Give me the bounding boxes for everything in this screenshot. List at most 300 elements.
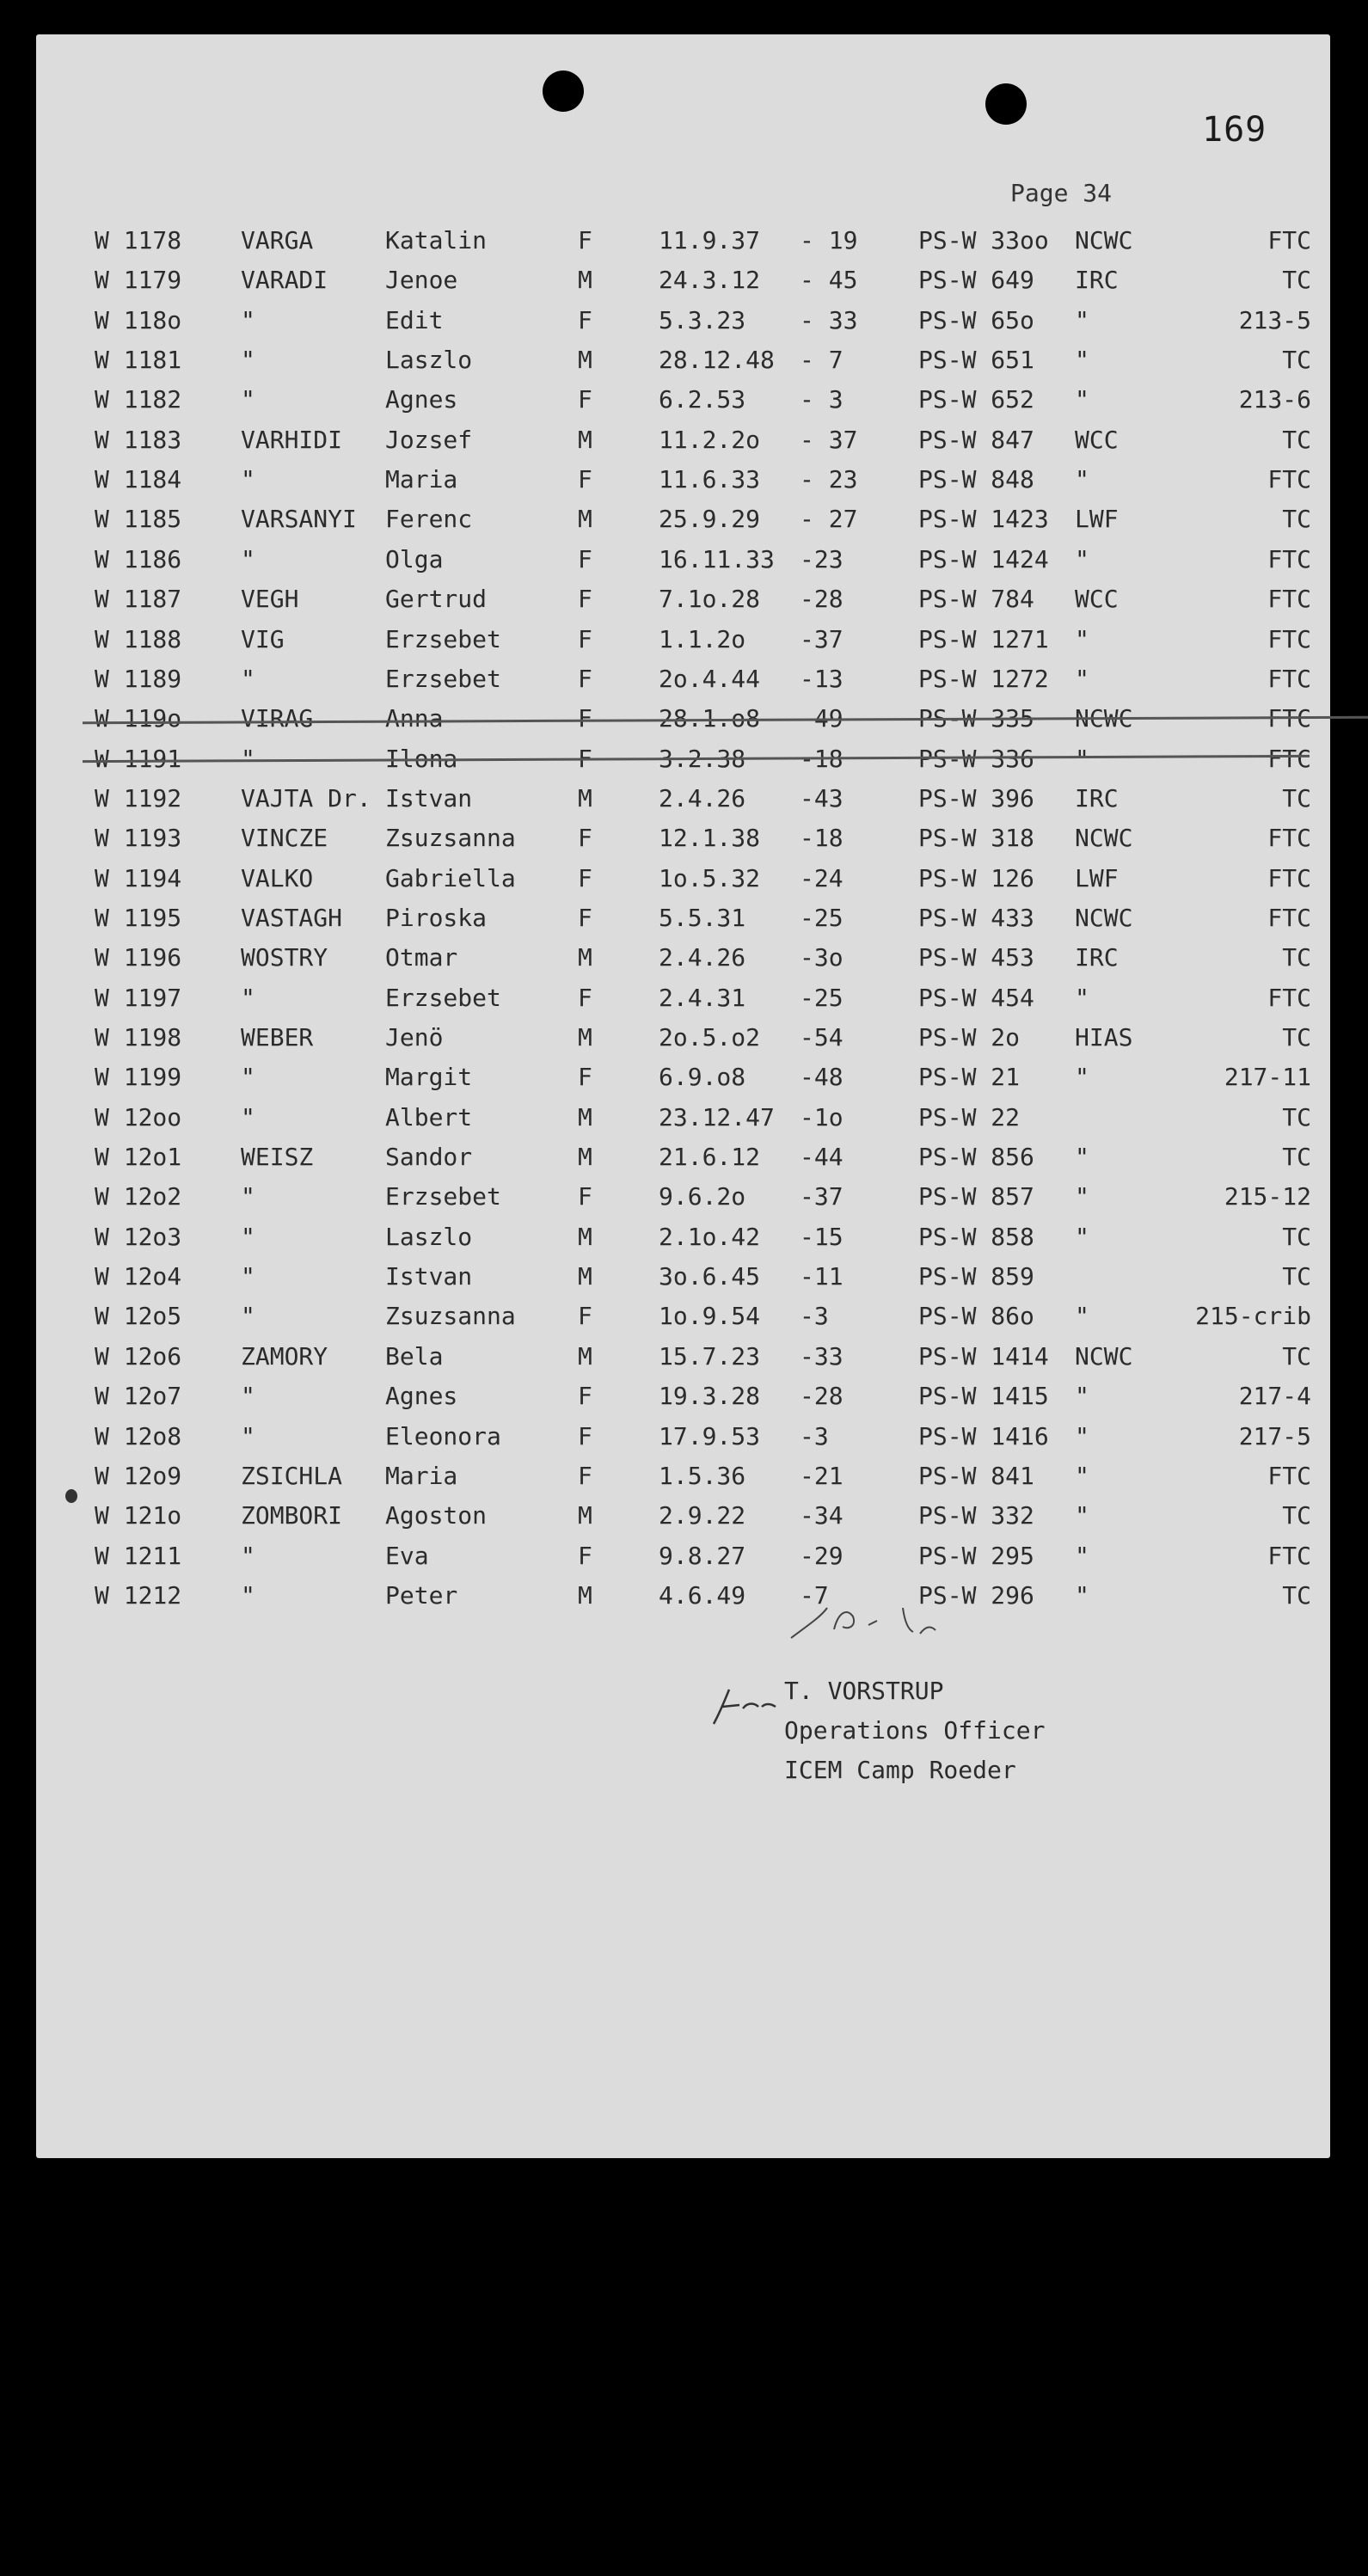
table-row (0, 625, 1368, 665)
destination-code: FTC (1267, 824, 1311, 853)
age: -25 (800, 903, 843, 932)
given-name: Eva (385, 1541, 429, 1570)
age: -15 (800, 1222, 843, 1251)
entry-id: W 1212 (95, 1580, 182, 1610)
surname: WEISZ (241, 1143, 314, 1172)
surname: ZAMORY (241, 1341, 328, 1371)
agency: WCC (1075, 585, 1119, 614)
age: -13 (800, 664, 843, 693)
ps-number: PS-W 396 (918, 783, 1034, 813)
ps-number: PS-W 652 (918, 385, 1034, 414)
ps-number: PS-W 848 (918, 465, 1034, 494)
sex: M (578, 1143, 592, 1172)
ps-number: PS-W 86o (918, 1302, 1034, 1331)
surname: " (241, 1222, 255, 1251)
given-name: Zsuzsanna (385, 824, 516, 853)
ps-number: PS-W 433 (918, 903, 1034, 932)
surname: " (241, 664, 255, 693)
age: -24 (800, 863, 843, 892)
given-name: Laszlo (385, 1222, 473, 1251)
table-row (0, 1342, 1368, 1382)
birth-date: 15.7.23 (659, 1341, 761, 1371)
given-name: Maria (385, 465, 458, 494)
initials-mark (705, 1681, 782, 1733)
surname: WEBER (241, 1023, 314, 1052)
surname: " (241, 1541, 255, 1570)
sex: M (578, 1102, 592, 1132)
given-name: Zsuzsanna (385, 1302, 516, 1331)
birth-date: 17.9.53 (659, 1421, 761, 1451)
surname: VARGA (241, 226, 314, 255)
birth-date: 9.8.27 (659, 1541, 746, 1570)
age: -3 (800, 1302, 829, 1331)
sex: M (578, 1023, 592, 1052)
agency: NCWC (1075, 903, 1133, 932)
ps-number: PS-W 65o (918, 305, 1034, 334)
entry-id: W 1185 (95, 505, 182, 534)
destination-code: TC (1282, 1341, 1311, 1371)
ps-number: PS-W 33oo (918, 226, 1049, 255)
entry-id: W 1189 (95, 664, 182, 693)
ps-number: PS-W 336 (918, 744, 1034, 773)
given-name: Istvan (385, 1262, 473, 1291)
surname: " (241, 1580, 255, 1610)
entry-id: W 1211 (95, 1541, 182, 1570)
birth-date: 11.6.33 (659, 465, 761, 494)
surname: " (241, 1262, 255, 1291)
table-row (0, 784, 1368, 824)
table-row (0, 266, 1368, 305)
agency: NCWC (1075, 1341, 1133, 1371)
sex: M (578, 1501, 592, 1530)
sex: F (578, 465, 592, 494)
destination-code: FTC (1267, 544, 1311, 573)
destination-code: TC (1282, 1580, 1311, 1610)
sex: F (578, 1182, 592, 1211)
destination-code: 213-6 (1238, 385, 1311, 414)
destination-code: FTC (1267, 1461, 1311, 1490)
table-row (0, 904, 1368, 943)
sex: M (578, 266, 592, 295)
agency: " (1075, 1501, 1089, 1530)
entry-id: W 1195 (95, 903, 182, 932)
surname: " (241, 465, 255, 494)
destination-code: 215-12 (1224, 1182, 1311, 1211)
age: - 33 (800, 305, 858, 334)
destination-code: TC (1282, 1262, 1311, 1291)
agency: " (1075, 1541, 1089, 1570)
agency: " (1075, 1421, 1089, 1451)
sex: M (578, 505, 592, 534)
entry-id: W 1178 (95, 226, 182, 255)
destination-code: FTC (1267, 983, 1311, 1012)
sex: M (578, 1580, 592, 1610)
ps-number: PS-W 1416 (918, 1421, 1049, 1451)
table-row (0, 704, 1368, 744)
given-name: Sandor (385, 1143, 473, 1172)
destination-code: TC (1282, 425, 1311, 454)
agency: WCC (1075, 425, 1119, 454)
birth-date: 4.6.49 (659, 1580, 746, 1610)
birth-date: 2.4.31 (659, 983, 746, 1012)
table-row (0, 1501, 1368, 1541)
agency: " (1075, 544, 1089, 573)
given-name: Erzsebet (385, 664, 501, 693)
agency: " (1075, 305, 1089, 334)
sex: F (578, 664, 592, 693)
given-name: Erzsebet (385, 1182, 501, 1211)
ps-number: PS-W 858 (918, 1222, 1034, 1251)
destination-code: TC (1282, 1023, 1311, 1052)
entry-id: W 119o (95, 704, 182, 733)
surname: VEGH (241, 585, 299, 614)
destination-code: FTC (1267, 585, 1311, 614)
surname: ZOMBORI (241, 1501, 343, 1530)
birth-date: 3.2.38 (659, 744, 746, 773)
table-row (0, 1023, 1368, 1063)
entry-id: W 1179 (95, 266, 182, 295)
table-row (0, 1262, 1368, 1302)
birth-date: 21.6.12 (659, 1143, 761, 1172)
destination-code: TC (1282, 943, 1311, 972)
surname: " (241, 1063, 255, 1092)
given-name: Jenoe (385, 266, 458, 295)
given-name: Edit (385, 305, 444, 334)
sex: F (578, 585, 592, 614)
ps-number: PS-W 22 (918, 1102, 1021, 1132)
ps-number: PS-W 318 (918, 824, 1034, 853)
given-name: Katalin (385, 226, 488, 255)
entry-id: W 1184 (95, 465, 182, 494)
agency: " (1075, 1382, 1089, 1411)
age: - 37 (800, 425, 858, 454)
age: -3 (800, 1421, 829, 1451)
surname: VARSANYI (241, 505, 357, 534)
entry-id: W 121o (95, 1501, 182, 1530)
surname: VAJTA Dr. (241, 783, 371, 813)
age: -7 (800, 1580, 829, 1610)
agency: " (1075, 465, 1089, 494)
given-name: Albert (385, 1102, 473, 1132)
surname: " (241, 1302, 255, 1331)
agency: " (1075, 385, 1089, 414)
entry-id: W 1198 (95, 1023, 182, 1052)
birth-date: 1o.9.54 (659, 1302, 761, 1331)
entry-id: W 1182 (95, 385, 182, 414)
agency: " (1075, 1461, 1089, 1490)
age: -37 (800, 624, 843, 653)
ps-number: PS-W 1414 (918, 1341, 1049, 1371)
birth-date: 25.9.29 (659, 505, 761, 534)
given-name: Piroska (385, 903, 488, 932)
destination-code: TC (1282, 346, 1311, 375)
destination-code: FTC (1267, 226, 1311, 255)
given-name: Ferenc (385, 505, 473, 534)
destination-code: TC (1282, 505, 1311, 534)
agency: " (1075, 1580, 1089, 1610)
age: -54 (800, 1023, 843, 1052)
age: -3o (800, 943, 843, 972)
punch-hole (543, 71, 584, 112)
ps-number: PS-W 856 (918, 1143, 1034, 1172)
agency: NCWC (1075, 704, 1133, 733)
sex: F (578, 305, 592, 334)
surname: " (241, 1382, 255, 1411)
age: -44 (800, 1143, 843, 1172)
ps-number: PS-W 847 (918, 425, 1034, 454)
given-name: Maria (385, 1461, 458, 1490)
table-row (0, 745, 1368, 784)
entry-id: W 12o5 (95, 1302, 182, 1331)
sex: F (578, 1382, 592, 1411)
birth-date: 2.4.26 (659, 943, 746, 972)
ps-number: PS-W 296 (918, 1580, 1034, 1610)
birth-date: 24.3.12 (659, 266, 761, 295)
surname: " (241, 346, 255, 375)
destination-code: TC (1282, 783, 1311, 813)
sex: F (578, 903, 592, 932)
age: -28 (800, 585, 843, 614)
agency: LWF (1075, 505, 1119, 534)
entry-id: W 118o (95, 305, 182, 334)
sex: F (578, 544, 592, 573)
table-row (0, 1462, 1368, 1501)
sex: F (578, 824, 592, 853)
table-row (0, 1302, 1368, 1341)
birth-date: 2o.4.44 (659, 664, 761, 693)
entry-id: W 12o1 (95, 1143, 182, 1172)
sex: F (578, 385, 592, 414)
age: -28 (800, 1382, 843, 1411)
surname: " (241, 744, 255, 773)
surname: VIRAG (241, 704, 314, 733)
table-row (0, 665, 1368, 704)
entry-id: W 1192 (95, 783, 182, 813)
given-name: Erzsebet (385, 983, 501, 1012)
entry-id: W 1193 (95, 824, 182, 853)
birth-date: 11.2.2o (659, 425, 761, 454)
ps-number: PS-W 21 (918, 1063, 1021, 1092)
age: -37 (800, 1182, 843, 1211)
sex: M (578, 1262, 592, 1291)
sex: F (578, 1541, 592, 1570)
table-row (0, 426, 1368, 465)
entry-id: W 1196 (95, 943, 182, 972)
agency: NCWC (1075, 226, 1133, 255)
birth-date: 7.1o.28 (659, 585, 761, 614)
given-name: Agoston (385, 1501, 488, 1530)
table-row (0, 984, 1368, 1023)
table-row (0, 585, 1368, 624)
age: - 7 (800, 346, 843, 375)
age: -34 (800, 1501, 843, 1530)
table-row (0, 1182, 1368, 1222)
ps-number: PS-W 1424 (918, 544, 1049, 573)
given-name: Peter (385, 1580, 458, 1610)
birth-date: 12.1.38 (659, 824, 761, 853)
agency: " (1075, 1063, 1089, 1092)
birth-date: 6.2.53 (659, 385, 746, 414)
age: -21 (800, 1461, 843, 1490)
surname: " (241, 1182, 255, 1211)
birth-date: 2o.5.o2 (659, 1023, 761, 1052)
given-name: Ilona (385, 744, 458, 773)
table-row (0, 545, 1368, 585)
sex: F (578, 863, 592, 892)
table-row (0, 1103, 1368, 1143)
birth-date: 28.1.o8 (659, 704, 761, 733)
page-number: 169 (1202, 110, 1267, 150)
age: -11 (800, 1262, 843, 1291)
agency: IRC (1075, 266, 1119, 295)
age: - 19 (800, 226, 858, 255)
sex: M (578, 1222, 592, 1251)
entry-id: W 1199 (95, 1063, 182, 1092)
page-label: Page 34 (1010, 179, 1113, 207)
age: -49 (800, 704, 843, 733)
birth-date: 1o.5.32 (659, 863, 761, 892)
sex: F (578, 744, 592, 773)
sex: F (578, 624, 592, 653)
birth-date: 5.3.23 (659, 305, 746, 334)
surname: VINCZE (241, 824, 328, 853)
ps-number: PS-W 859 (918, 1262, 1034, 1291)
sex: F (578, 983, 592, 1012)
age: -23 (800, 544, 843, 573)
agency: IRC (1075, 943, 1119, 972)
entry-id: W 1187 (95, 585, 182, 614)
age: - 27 (800, 505, 858, 534)
ink-spot (65, 1489, 77, 1503)
ps-number: PS-W 126 (918, 863, 1034, 892)
destination-code: TC (1282, 1501, 1311, 1530)
agency: " (1075, 1182, 1089, 1211)
given-name: Eleonora (385, 1421, 501, 1451)
entry-id: W 12o8 (95, 1421, 182, 1451)
age: -25 (800, 983, 843, 1012)
table-row (0, 1581, 1368, 1621)
agency: " (1075, 1302, 1089, 1331)
birth-date: 2.9.22 (659, 1501, 746, 1530)
table-row (0, 226, 1368, 266)
destination-code: TC (1282, 266, 1311, 295)
destination-code: FTC (1267, 704, 1311, 733)
agency: NCWC (1075, 824, 1133, 853)
destination-code: TC (1282, 1222, 1311, 1251)
ps-number: PS-W 841 (918, 1461, 1034, 1490)
birth-date: 2.1o.42 (659, 1222, 761, 1251)
surname: " (241, 1102, 255, 1132)
table-row (0, 346, 1368, 385)
ps-number: PS-W 1423 (918, 505, 1049, 534)
destination-code: FTC (1267, 624, 1311, 653)
sex: M (578, 783, 592, 813)
sex: F (578, 1461, 592, 1490)
destination-code: TC (1282, 1143, 1311, 1172)
destination-code: FTC (1267, 744, 1311, 773)
table-row (0, 1223, 1368, 1262)
birth-date: 5.5.31 (659, 903, 746, 932)
destination-code: 217-4 (1238, 1382, 1311, 1411)
entry-id: W 12o7 (95, 1382, 182, 1411)
ps-number: PS-W 335 (918, 704, 1034, 733)
destination-code: 217-11 (1224, 1063, 1311, 1092)
entry-id: W 1186 (95, 544, 182, 573)
sex: F (578, 226, 592, 255)
agency: " (1075, 744, 1089, 773)
agency: " (1075, 1143, 1089, 1172)
surname: " (241, 983, 255, 1012)
entry-id: W 1197 (95, 983, 182, 1012)
table-row (0, 943, 1368, 983)
given-name: Laszlo (385, 346, 473, 375)
ps-number: PS-W 453 (918, 943, 1034, 972)
birth-date: 28.12.48 (659, 346, 775, 375)
table-row (0, 505, 1368, 544)
birth-date: 11.9.37 (659, 226, 761, 255)
destination-code: FTC (1267, 863, 1311, 892)
given-name: Agnes (385, 1382, 458, 1411)
entry-id: W 1194 (95, 863, 182, 892)
destination-code: FTC (1267, 664, 1311, 693)
sex: M (578, 346, 592, 375)
birth-date: 1.1.2o (659, 624, 746, 653)
ps-number: PS-W 454 (918, 983, 1034, 1012)
surname: " (241, 305, 255, 334)
given-name: Jozsef (385, 425, 473, 454)
birth-date: 6.9.o8 (659, 1063, 746, 1092)
birth-date: 9.6.2o (659, 1182, 746, 1211)
table-row (0, 1422, 1368, 1462)
ps-number: PS-W 649 (918, 266, 1034, 295)
destination-code: FTC (1267, 903, 1311, 932)
surname: " (241, 385, 255, 414)
table-row (0, 306, 1368, 346)
age: -33 (800, 1341, 843, 1371)
signature-scribble (774, 1591, 997, 1651)
given-name: Gertrud (385, 585, 488, 614)
destination-code: 213-5 (1238, 305, 1311, 334)
birth-date: 23.12.47 (659, 1102, 775, 1132)
ps-number: PS-W 2o (918, 1023, 1021, 1052)
given-name: Anna (385, 704, 444, 733)
entry-id: W 12o9 (95, 1461, 182, 1490)
surname: " (241, 1421, 255, 1451)
given-name: Jenö (385, 1023, 444, 1052)
entry-id: W 1188 (95, 624, 182, 653)
age: - 3 (800, 385, 843, 414)
ps-number: PS-W 295 (918, 1541, 1034, 1570)
ps-number: PS-W 857 (918, 1182, 1034, 1211)
sex: F (578, 704, 592, 733)
given-name: Erzsebet (385, 624, 501, 653)
agency: LWF (1075, 863, 1119, 892)
table-row (0, 864, 1368, 904)
birth-date: 1.5.36 (659, 1461, 746, 1490)
destination-code: FTC (1267, 1541, 1311, 1570)
table-row (0, 1143, 1368, 1182)
sex: F (578, 1421, 592, 1451)
surname: WOSTRY (241, 943, 328, 972)
age: - 45 (800, 266, 858, 295)
signer-organization: ICEM Camp Roeder (784, 1756, 1016, 1784)
agency: " (1075, 664, 1089, 693)
age: - 23 (800, 465, 858, 494)
entry-id: W 12o2 (95, 1182, 182, 1211)
birth-date: 16.11.33 (659, 544, 775, 573)
entry-id: W 12o4 (95, 1262, 182, 1291)
entry-id: W 1191 (95, 744, 182, 773)
